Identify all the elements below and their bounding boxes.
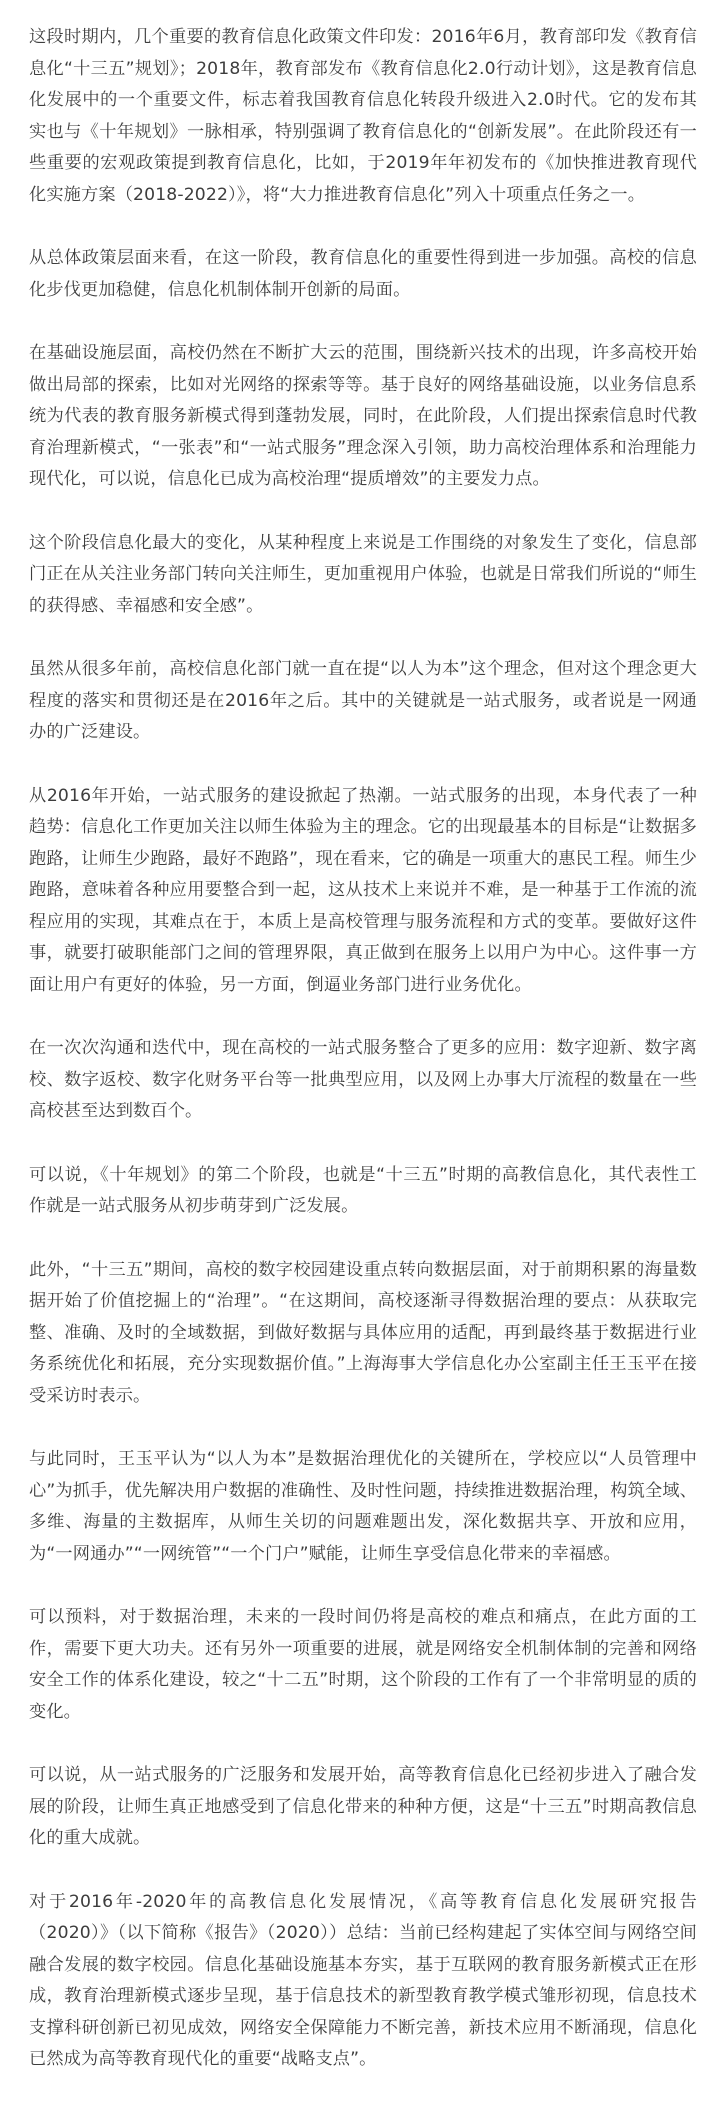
paragraph-1: 这段时期内，几个重要的教育信息化政策文件印发：2016年6月，教育部印发《教育信息化“十三五”规划》；2018年，教育部发布《教育信息化2.0行动计划》，这是教育信息化发展中的一个重要文件，标志着我国教育信息化转段升级进入2.0时代。它的发布其实也与《十年规划》一脉相承，特别强调了教育信息化的“创新发展”。在此阶段还有一些重要的宏观政策提到教育信息化，比如，于2019年年初发布的《加快推进教育现代化实施方案（2018-2022）》，将“大力推进教育信息化”列入十项重点任务之一。 [29, 27, 697, 205]
paragraph-2: 从总体政策层面来看，在这一阶段，教育信息化的重要性得到进一步加强。高校的信息化步伐更加稳健，信息化机制体制开创新的局面。 [29, 248, 697, 300]
article-body [29, 22, 697, 2076]
paragraph-11: 可以预料，对于数据治理，未来的一段时间仍将是高校的难点和痛点，在此方面的工作，需要下更大功夫。还有另外一项重要的进展，就是网络安全机制体制的完善和网络安全工作的体系化建设，较之“十二五”时期，这个阶段的工作有了一个非常明显的质的变化。 [29, 1607, 697, 1722]
paragraph-4: 这个阶段信息化最大的变化，从某种程度上来说是工作围绕的对象发生了变化，信息部门正在从关注业务部门转向关注师生，更加重视用户体验，也就是日常我们所说的“师生的获得感、幸福感和安全感”。 [29, 532, 697, 616]
paragraph-9: 此外，“十三五”期间，高校的数字校园建设重点转向数据层面，对于前期积累的海量数据开始了价值挖掘上的“治理”。“在这期间，高校逐渐寻得数据治理的要点：从获取完整、准确、及时的全域数据，到做好数据与具体应用的适配，再到最终基于数据进行业务系统优化和拓展，充分实现数据价值。”上海海事大学信息化办公室副主任王玉平在接受采访时表示。 [29, 1259, 697, 1406]
paragraph-6: 从2016年开始，一站式服务的建设掀起了热潮。一站式服务的出现，本身代表了一种趋势：信息化工作更加关注以师生体验为主的理念。它的出现最基本的目标是“让数据多跑路，让师生少跑路，最好不跑路”，现在看来，它的确是一项重大的惠民工程。师生少跑路，意味着各种应用要整合到一起，这从技术上来说并不难，是一种基于工作流的流程应用的实现，其难点在于，本质上是高校管理与服务流程和方式的变革。要做好这件事，就要打破职能部门之间的管理界限，真正做到在服务上以用户为中心。这件事一方面让用户有更好的体验，另一方面，倒逼业务部门进行业务优化。 [29, 785, 697, 995]
paragraph-3: 在基础设施层面，高校仍然在不断扩大云的范围，围绕新兴技术的出现，许多高校开始做出局部的探索，比如对光网络的探索等等。基于良好的网络基础设施，以业务信息系统为代表的教育服务新模式得到蓬勃发展，同时，在此阶段，人们提出探索信息时代教育治理新模式，“一张表”和“一站式服务”理念深入引领，助力高校治理体系和治理能力现代化，可以说，信息化已成为高校治理“提质增效”的主要发力点。 [29, 343, 697, 489]
paragraph-5: 虽然从很多年前，高校信息化部门就一直在提“以人为本”这个理念，但对这个理念更大程度的落实和贯彻还是在2016年之后。其中的关键就是一站式服务，或者说是一网通办的广泛建设。 [29, 659, 697, 742]
paragraph-8: 可以说，《十年规划》的第二个阶段，也就是“十三五”时期的高教信息化，其代表性工作就是一站式服务从初步萌芽到广泛发展。 [29, 1164, 697, 1216]
paragraph-13: 对于2016年-2020年的高教信息化发展情况，《高等教育信息化发展研究报告（2020）》（以下简称《报告》（2020））总结：当前已经构建起了实体空间与网络空间融合发展的数字校园。信息化基础设施基本夯实，基于互联网的教育服务新模式正在形成，教育治理新模式逐步呈现，基于信息技术的新型教育教学模式雏形初现，信息技术支撑科研创新已初见成效，网络安全保障能力不断完善，新技术应用不断涌现，信息化已然成为高等教育现代化的重要“战略支点”。 [29, 1891, 697, 2069]
paragraph-7: 在一次次沟通和迭代中，现在高校的一站式服务整合了更多的应用：数字迎新、数字离校、数字返校、数字化财务平台等一批典型应用，以及网上办事大厅流程的数量在一些高校甚至达到数百个。 [29, 1038, 697, 1121]
paragraph-10: 与此同时，王玉平认为“以人为本”是数据治理优化的关键所在，学校应以“人员管理中心”为抓手，优先解决用户数据的准确性、及时性问题，持续推进数据治理，构筑全域、多维、海量的主数据库，从师生关切的问题难题出发，深化数据共享、开放和应用，为“一网通办”“一网统管”“一个门户”赋能，让师生享受信息化带来的幸福感。 [29, 1449, 697, 1564]
paragraph-12: 可以说，从一站式服务的广泛服务和发展开始，高等教育信息化已经初步进入了融合发展的阶段，让师生真正地感受到了信息化带来的种种方便，这是“十三五”时期高教信息化的重大成就。 [29, 1765, 697, 1848]
